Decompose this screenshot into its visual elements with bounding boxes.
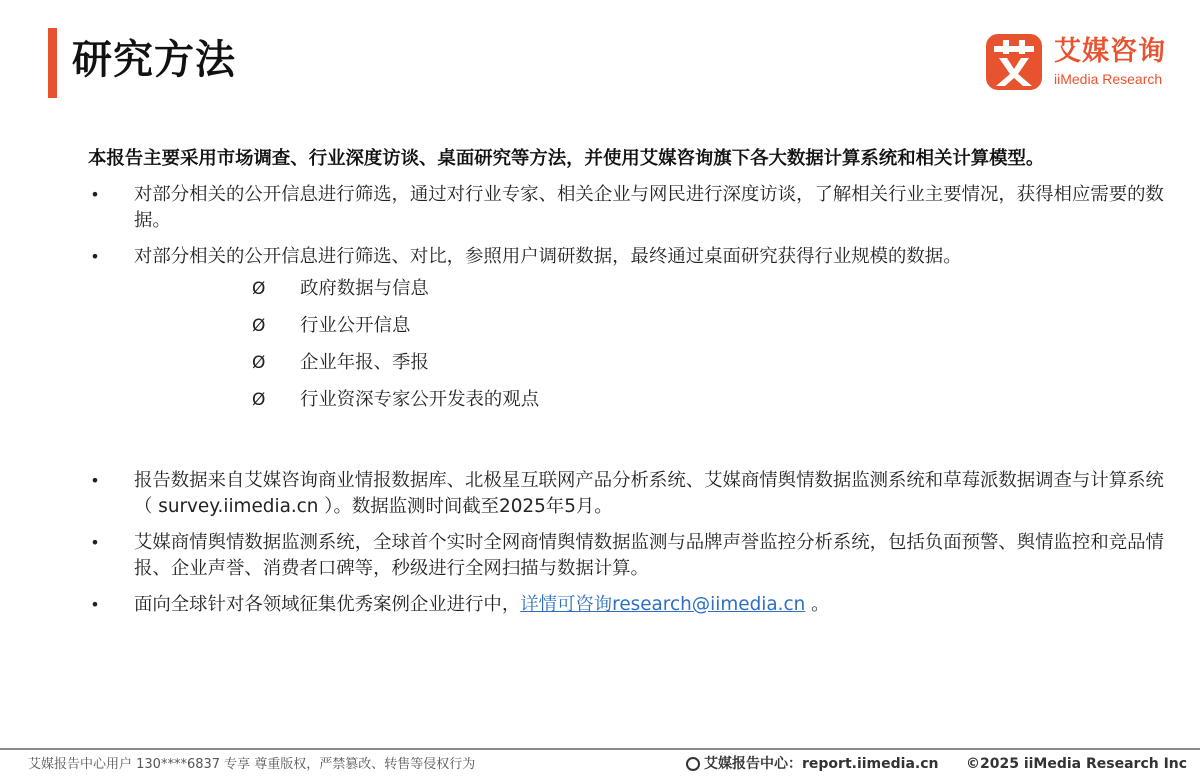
- footer-report-center-text: 艾媒报告中心：report.iimedia.cn: [704, 756, 939, 772]
- bullet-dot-icon: •: [90, 595, 100, 614]
- bullet-text: 对部分相关的公开信息进行筛选、对比，参照用户调研数据，最终通过桌面研究获得行业规模的数据。: [134, 246, 962, 267]
- bullet-dot-icon: •: [90, 185, 100, 204]
- arrow-bullet-icon: Ø: [252, 316, 266, 336]
- source-text: 行业公开信息: [300, 315, 411, 336]
- arrow-bullet-icon: Ø: [252, 390, 266, 410]
- logo-english-name: iiMedia Research: [1054, 71, 1163, 87]
- method-content: [88, 146, 1178, 618]
- bullet-dot-icon: •: [90, 247, 100, 266]
- logo-chinese-name: 艾媒咨询: [1054, 36, 1166, 67]
- footer-copyright-notice: 艾媒报告中心用户 130****6837 专享 尊重版权，严禁篡改、转售等侵权行为: [28, 757, 476, 772]
- source-text: 政府数据与信息: [300, 278, 429, 299]
- source-text: 行业资深专家公开发表的观点: [300, 389, 540, 410]
- list-item: [88, 530, 1178, 582]
- bullet-dot-icon: •: [90, 471, 100, 490]
- list-item: [88, 592, 1178, 618]
- source-item: [134, 350, 1178, 387]
- intro-paragraph: 本报告主要采用市场调查、行业深度访谈、桌面研究等方法，并使用艾媒咨询旗下各大数据计算系统和相关计算模型。: [88, 148, 1045, 169]
- bullet-text-suffix: 。: [805, 594, 830, 615]
- source-item: [134, 313, 1178, 350]
- method-bullets: [88, 182, 1178, 424]
- arrow-bullet-icon: Ø: [252, 279, 266, 299]
- bullet-dot-icon: •: [90, 533, 100, 552]
- iimedia-logo: [986, 34, 1186, 94]
- footer-copyright: ©2025 iiMedia Research Inc: [966, 756, 1188, 772]
- ai-character-logo-icon: [986, 34, 1042, 90]
- footer-report-center: [686, 754, 939, 774]
- footer-divider: [0, 748, 1200, 750]
- source-item: [134, 276, 1178, 313]
- contact-email-link[interactable]: 详情可咨询research@iimedia.cn: [520, 594, 806, 615]
- source-text: 企业年报、季报: [300, 352, 429, 373]
- list-item: [88, 244, 1178, 424]
- source-item: [134, 387, 1178, 424]
- arrow-bullet-icon: Ø: [252, 353, 266, 373]
- globe-icon: [686, 757, 700, 771]
- bullet-text: 报告数据来自艾媒咨询商业情报数据库、北极星互联网产品分析系统、艾媒商情舆情数据监测系统和草莓派数据调查与计算系统（ survey.iimedia.cn ）。数据监测时间截至2025年5月。: [134, 470, 1164, 517]
- bullet-text: 艾媒商情舆情数据监测系统，全球首个实时全网商情舆情数据监测与品牌声誉监控分析系统，包括负面预警、舆情监控和竞品情报、企业声誉、消费者口碑等，秒级进行全网扫描与数据计算。: [134, 532, 1164, 579]
- title-accent-bar: [48, 28, 57, 98]
- data-source-bullets: [88, 468, 1178, 618]
- bullet-text-prefix: 面向全球针对各领域征集优秀案例企业进行中，: [134, 594, 521, 615]
- page-title: 研究方法: [72, 37, 236, 83]
- list-item: [88, 468, 1178, 520]
- bullet-text: 对部分相关的公开信息进行筛选，通过对行业专家、相关企业与网民进行深度访谈，了解相关行业主要情况，获得相应需要的数据。: [134, 184, 1164, 231]
- source-list: [134, 276, 1178, 424]
- list-item: [88, 182, 1178, 234]
- section-spacer: [88, 424, 1178, 458]
